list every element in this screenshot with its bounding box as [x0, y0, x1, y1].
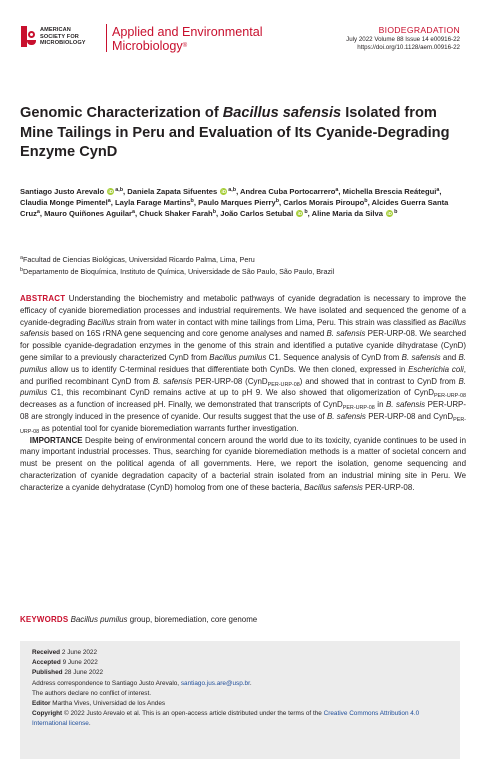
- received-date: Received 2 June 2022: [32, 649, 98, 656]
- society-name: [40, 27, 104, 47]
- author-name: Aline Maria da Silva: [311, 209, 383, 218]
- author-affiliation-mark: a: [36, 209, 40, 215]
- author-affiliation-mark: a: [436, 187, 440, 193]
- orcid-icon[interactable]: iD: [221, 189, 227, 194]
- author-name: Daniela Zapata Sifuentes: [127, 187, 218, 196]
- author-name: Layla Farage Martins: [115, 198, 191, 207]
- author-affiliation-mark: a,b: [115, 187, 124, 193]
- author-affiliation-mark: b: [212, 209, 216, 215]
- author-affiliation-mark: a: [335, 187, 339, 193]
- microscope-icon: [20, 26, 36, 47]
- author-name: Mauro Quiñones Aguilar: [44, 209, 133, 218]
- affiliations: [20, 254, 334, 278]
- author-affiliation-mark: b: [275, 198, 280, 204]
- author-name: Chuck Shaker Farah: [139, 209, 213, 218]
- author-name: Alcides Guerra Santa Cruz: [20, 198, 449, 218]
- title-species: Bacillus safensis: [222, 105, 342, 121]
- title-text: Isolated from Mine Tailings in Peru and Evaluation of Its Cyanide-Degrading Enzyme CynD: [20, 105, 450, 161]
- article-title: [20, 104, 465, 163]
- article-info-box: [20, 641, 460, 759]
- registered-mark: ®: [182, 42, 188, 49]
- orcid-icon[interactable]: iD: [297, 211, 303, 216]
- author-name: Andrea Cuba Portocarrero: [240, 187, 336, 196]
- doi-link[interactable]: https://doi.org/10.1128/aem.00916-22: [357, 44, 460, 52]
- importance-paragraph: IMPORTANCE Despite being of environmental concern around the world due to its toxicity, cyanide continues to be used in many important industrial processes. Thus, searching for cyanide bioremediation methods is a matter of societal concern and must be present on the political agenda of all governments. Here, we report the isolation, genome sequencing and characterization of cyanide degradation capacity of a bacterial strain isolated from an industrial mining site in Peru. We characterize a cyanide dehydratase (CynD) homolog from one of these bacteria, Bacillus safensis PER-URP-08.: [20, 435, 466, 492]
- section-label: BIODEGRADATION: [378, 25, 460, 35]
- author-affiliation-mark: b: [394, 209, 398, 215]
- logo-divider: [106, 24, 107, 52]
- author-affiliation-mark: b: [304, 209, 308, 215]
- citation-line: July 2022 Volume 88 Issue 14 e00916-22: [346, 36, 460, 43]
- orcid-icon[interactable]: iD: [387, 211, 392, 216]
- author-name: Michella Brescia Reátegui: [342, 187, 437, 196]
- society-name-line: AMERICAN: [40, 27, 71, 33]
- affiliation-mark: a: [20, 255, 23, 261]
- journal-name-line2: Microbiology: [112, 38, 183, 53]
- author-name: Paulo Marques Pierry: [198, 198, 276, 207]
- affiliation-text: Departamento de Bioquímica, Instituto de Química, Universidade de São Paulo, São Paulo, Brazil: [23, 267, 335, 276]
- keywords-label: KEYWORDS: [20, 615, 69, 624]
- conflict-statement: The authors declare no conflict of interest.: [32, 689, 152, 697]
- title-text: Genomic Characterization of: [20, 105, 223, 121]
- author-name: Carlos Morais Piroupo: [283, 198, 365, 207]
- author-affiliation-mark: a: [132, 209, 136, 215]
- license-link[interactable]: Creative Commons Attribution 4.0 International license: [32, 710, 420, 728]
- article-meta: [346, 25, 460, 53]
- affiliation-mark: b: [20, 267, 23, 273]
- importance-label: IMPORTANCE: [29, 435, 83, 445]
- affiliation-a: [20, 254, 334, 266]
- society-name-line: SOCIETY FOR: [40, 33, 79, 40]
- orcid-icon[interactable]: iD: [108, 189, 113, 194]
- published-date: Published 28 June 2022: [32, 669, 104, 677]
- email-link[interactable]: santiago.jus.are@usp.br: [180, 679, 250, 687]
- author-name: Santiago Justo Arevalo: [20, 187, 105, 196]
- keyword-list: group, bioremediation, core genome: [127, 615, 258, 624]
- author-affiliation-mark: a: [107, 198, 111, 204]
- journal-name-line1: Applied and Environmental: [112, 25, 263, 39]
- journal-name: [112, 26, 263, 53]
- abstract-label: ABSTRACT: [20, 294, 66, 303]
- abstract-block: [20, 293, 466, 494]
- copyright-line: Copyright © 2022 Justo Arevalo et al. This is an open-access article distributed under the terms of the Creative Commons Attribution 4.0 International license.: [32, 710, 420, 728]
- author-list: Santiago Justo Arevalo iD $^{a,b}$, Daniela Zapata Sifuentes iD $^{a,b}$, Andrea Cuba Portocarrero$^a$, Michella Brescia Reátegui$^a$, Claudia Monge Pimentel$^a$, Layla Farage Martins$^b$, Paulo Marques Pierry$^b$, Carlos Morais Piroupo$^b$, Alcides Guerra Santa Cruz$^a$, Mauro Quiñones Aguilar$^a$, Chuck Shaker Farah$^b$, João Carlos Setubal iD $^b$, Aline Maria da Silva iD $^b$: [20, 187, 449, 218]
- keywords-line: [20, 614, 466, 626]
- author-affiliation-mark: b: [190, 198, 194, 204]
- correspondence: Address correspondence to Santiago Justo Arevalo, santiago.jus.are@usp.br.: [32, 679, 252, 687]
- affiliation-text: Facultad de Ciencias Biológicas, Universidad Ricardo Palma, Lima, Peru: [23, 255, 255, 264]
- accepted-date: Accepted 9 June 2022: [32, 659, 98, 667]
- affiliation-b: [20, 266, 334, 278]
- asm-logo: [20, 26, 263, 53]
- author-affiliation-mark: a,b: [228, 187, 237, 193]
- author-name: Claudia Monge Pimentel: [20, 198, 108, 207]
- society-name-line: MICROBIOLOGY: [40, 40, 86, 47]
- editor-line: Editor Martha Vives, Universidad de los Andes: [32, 700, 166, 708]
- abstract-paragraph: ABSTRACT Understanding the biochemistry and metabolic pathways of cyanide degradation is necessary to improve the efficacy of cyanide bioremediation processes and industrial requirements. We have isolated and sequenced the genome of a cyanide-degrading Bacillus strain from water in contact with mine tailings from Lima, Peru. This strain was classified as Bacillus safensis based on 16S rRNA gene sequencing and core genome analyses and named B. safensis PER-URP-08. We searched for possible cyanide-degradation enzymes in the genome of this strain and identified a putative cyanide dihydratase (CynD) gene similar to a previously characterized CynD from Bacillus pumilus C1. Sequence analysis of CynD from B. safensis and B. pumilus allow us to identify C-terminal residues that differentiate both CynDs. We then cloned, expressed in Escherichia coli, and purified recombinant CynD from B. safensis PER-URP-08 (CynD$_{PER-URP-08}$) and showed that in contrast to CynD from B. pumilus C1, this recombinant CynD remains active at up to pH 9. We also showed that oligomerization of CynD$_{PER-URP-08}$ decreases as a function of increased pH. Finally, we demonstrated that transcripts of CynD$_{PER-URP-08}$ in B. safensis PER-URP-08 are strongly induced in the presence of cyanide. Our results suggest that the use of B. safensis PER-URP-08 and CynD$_{PER-URP-08}$ as potential tool for cyanide bioremediation warrants further investigation.: [20, 294, 467, 435]
- author-name: João Carlos Setubal: [220, 209, 294, 218]
- keyword-item: Bacillus pumilus: [70, 615, 128, 624]
- author-affiliation-mark: b: [364, 198, 368, 204]
